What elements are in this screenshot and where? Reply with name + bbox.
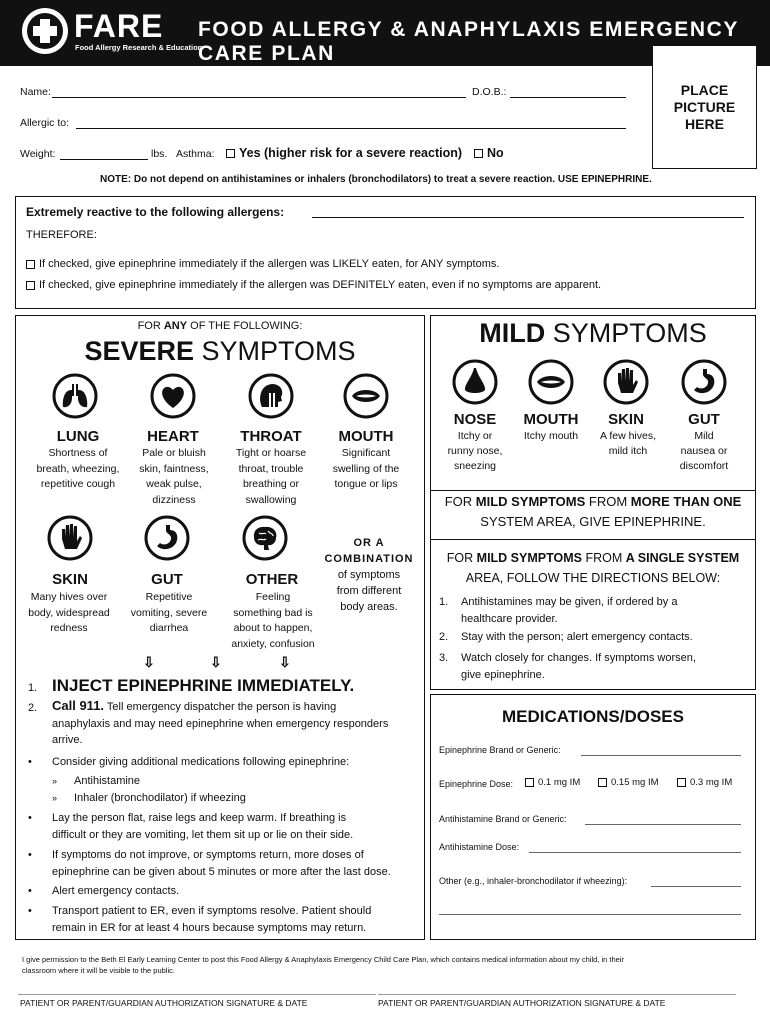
sub-bullet: » <box>52 793 58 803</box>
medications-title: MEDICATIONS/DOSES <box>502 707 684 726</box>
inhaler-item: Inhaler (bronchodilator) if wheezing <box>74 792 246 804</box>
throat-icon <box>248 373 294 419</box>
repeat-dose-step: If symptoms do not improve, or symptoms return, more doses of epinephrine can be given about 5 minutes or more after the last dose. <box>52 849 391 878</box>
dose-0.15-checkbox[interactable] <box>598 778 607 787</box>
dose-0.15-option[interactable]: 0.15 mg IM <box>598 777 659 788</box>
asthma-no-option[interactable] <box>474 146 504 160</box>
for-any-label: FOR ANY OF THE FOLLOWING: <box>137 320 303 332</box>
hand-icon <box>603 359 649 405</box>
likely-checkbox[interactable] <box>26 260 35 269</box>
asthma-label: Asthma: <box>176 148 215 160</box>
dob-field[interactable] <box>510 97 626 98</box>
signature-line-2[interactable] <box>378 994 736 995</box>
mild-step-1: Antihistamines may be given, if ordered by a healthcare provider. <box>461 596 678 625</box>
skin-title: SKIN <box>52 571 88 588</box>
nose-title: NOSE <box>453 411 497 428</box>
other-title: OTHER <box>245 571 299 588</box>
note-text: NOTE: Do not depend on antihistamines or inhalers (bronchodilators) to treat a severe reaction. USE EPINEPHRINE. <box>100 174 652 185</box>
lay-flat-step: Lay the person flat, raise legs and keep warm. If breathing is difficult or they are vomiting, let them sit up or lie on their side. <box>52 812 354 841</box>
mouth-title: MOUTH <box>338 428 394 445</box>
gut-title: GUT <box>151 571 183 588</box>
divider <box>431 539 755 540</box>
epi-brand-label: Epinephrine Brand or Generic: <box>439 745 561 755</box>
allergic-label: Allergic to: <box>20 117 70 129</box>
other-field-line-2[interactable] <box>439 914 741 915</box>
dob-label: D.O.B.: <box>472 86 507 98</box>
mild-step-number: 1. <box>439 596 449 608</box>
severe-title: SEVERE SYMPTOMS <box>84 336 356 366</box>
mouth-icon <box>528 359 574 405</box>
combination-note: OR A COMBINATION of symptoms from different body areas. <box>324 537 414 613</box>
page-title: FOOD ALLERGY & ANAPHYLAXIS EMERGENCY CARE PLAN <box>198 18 739 65</box>
down-arrow-icon: ⇩ <box>279 654 291 670</box>
epi-dose-label: Epinephrine Dose: <box>439 779 514 789</box>
dose-0.1-checkbox[interactable] <box>525 778 534 787</box>
signature-line-1[interactable] <box>18 994 376 995</box>
epi-brand-field[interactable] <box>581 755 741 756</box>
brand-name: FARE <box>74 8 164 44</box>
stomach-icon <box>144 515 190 561</box>
mild-skin-desc: A few hives, mild itch <box>599 430 657 457</box>
mild-skin-title: SKIN <box>608 411 644 428</box>
brain-icon <box>242 515 288 561</box>
therefore-label: THEREFORE: <box>26 229 97 241</box>
step-1-number: 1. <box>28 682 38 694</box>
sub-bullet: » <box>52 776 58 786</box>
skin-desc: Many hives over body, widespread redness <box>28 591 110 634</box>
anti-dose-field[interactable] <box>529 852 741 853</box>
fare-logo-icon <box>22 8 68 54</box>
asthma-yes-checkbox[interactable] <box>226 149 235 158</box>
name-label: Name: <box>20 86 51 98</box>
likely-label: If checked, give epinephrine immediately if the allergen was LIKELY eaten, for ANY symptoms. <box>39 258 500 270</box>
anti-dose-label: Antihistamine Dose: <box>439 842 520 852</box>
photo-label-1: PLACE <box>680 82 729 98</box>
severe-symptoms-box <box>15 315 425 940</box>
additional-meds-step: Consider giving additional medications following epinephrine: <box>52 756 350 768</box>
asthma-yes-option[interactable] <box>226 146 462 160</box>
down-arrow-icon: ⇩ <box>143 654 155 670</box>
call-911-step: Call 911. Tell emergency dispatcher the person is having anaphylaxis and may need epinephrine when emergency responders arrive. <box>52 698 389 746</box>
mild-mouth-desc: Itchy mouth <box>523 430 579 442</box>
gut-desc: Repetitive vomiting, severe diarrhea <box>130 591 208 634</box>
permission-text: I give permission to the Beth El Early Learning Center to post this Food Allergy & Anaphylaxis Emergency Child Care Plan, which contains medical information about my child, in their classroom where it will be visible to the public. <box>22 955 624 975</box>
weight-label: Weight: <box>20 148 56 160</box>
nose-icon <box>452 359 498 405</box>
definitely-checkbox[interactable] <box>26 281 35 290</box>
throat-desc: Tight or hoarse throat, trouble breathing or swallowing <box>235 447 307 506</box>
heart-icon <box>150 373 196 419</box>
other-desc: Feeling something bad is about to happen, anxiety, confusion <box>231 591 315 650</box>
inject-epinephrine-step: INJECT EPINEPHRINE IMMEDIATELY. <box>52 676 355 695</box>
nose-desc: Itchy or runny nose, sneezing <box>447 430 503 472</box>
mouth-desc: Significant swelling of the tongue or lips <box>332 447 400 490</box>
alert-contacts-step: Alert emergency contacts. <box>52 885 180 897</box>
lbs-label: lbs. <box>151 148 168 160</box>
brand-subtitle: Food Allergy Research & Education <box>75 43 203 52</box>
allergen-box <box>15 196 756 309</box>
lungs-icon <box>52 373 98 419</box>
likely-option[interactable] <box>26 258 499 270</box>
mild-gut-title: GUT <box>688 411 720 428</box>
throat-title: THROAT <box>240 428 302 445</box>
antihistamine-item: Antihistamine <box>74 775 141 787</box>
bullet: • <box>28 812 32 824</box>
photo-label-2: PICTURE <box>673 99 736 115</box>
photo-label-3: HERE <box>685 116 724 132</box>
anti-brand-field[interactable] <box>585 824 741 825</box>
bullet: • <box>28 905 32 917</box>
dose-0.3-option[interactable]: 0.3 mg IM <box>677 777 732 788</box>
multi-system-instruction: FOR MILD SYMPTOMS FROM MORE THAN ONE SYSTEM AREA, GIVE EPINEPHRINE. <box>444 494 742 529</box>
allergic-field[interactable] <box>76 128 626 129</box>
definitely-option[interactable] <box>26 279 601 291</box>
mild-mouth-title: MOUTH <box>523 411 579 428</box>
bullet: • <box>28 885 32 897</box>
asthma-no-label: No <box>487 146 504 160</box>
weight-field[interactable] <box>60 159 148 160</box>
medications-box <box>430 694 756 940</box>
photo-placeholder[interactable] <box>652 45 757 169</box>
mild-title: MILD SYMPTOMS <box>479 318 707 348</box>
mild-step-3: Watch closely for changes. If symptoms worsen, give epinephrine. <box>461 652 696 681</box>
transport-step: Transport patient to ER, even if symptoms resolve. Patient should remain in ER for at least 4 hours because symptoms may return. <box>52 905 372 934</box>
dose-0.1-option[interactable]: 0.1 mg IM <box>525 777 580 788</box>
mild-step-2: Stay with the person; alert emergency contacts. <box>461 631 693 643</box>
step-2-number: 2. <box>28 702 38 714</box>
heart-desc: Pale or bluish skin, faintness, weak pulse, dizziness <box>139 447 209 506</box>
mild-symptoms-box <box>430 315 756 690</box>
other-label: Other (e.g., inhaler-bronchodilator if wheezing): <box>439 876 628 886</box>
stomach-icon <box>681 359 727 405</box>
bullet: • <box>28 849 32 861</box>
lung-desc: Shortness of breath, wheezing, repetitive cough <box>36 447 120 490</box>
mouth-icon <box>343 373 389 419</box>
definitely-label: If checked, give epinephrine immediately if the allergen was DEFINITELY eaten, even if no symptoms are apparent. <box>39 279 602 291</box>
divider <box>431 490 755 491</box>
allergen-field[interactable] <box>312 217 744 218</box>
single-system-instruction: FOR MILD SYMPTOMS FROM A SINGLE SYSTEM AREA, FOLLOW THE DIRECTIONS BELOW: <box>446 551 740 585</box>
name-field[interactable] <box>52 97 466 98</box>
other-field[interactable] <box>651 886 741 887</box>
down-arrow-icon: ⇩ <box>210 654 222 670</box>
mild-gut-desc: Mild nausea or discomfort <box>679 430 729 472</box>
mild-step-number: 3. <box>439 652 449 664</box>
hand-icon <box>47 515 93 561</box>
anti-brand-label: Antihistamine Brand or Generic: <box>439 814 567 824</box>
allergen-heading: Extremely reactive to the following allergens: <box>26 205 285 219</box>
signature-label-2: PATIENT OR PARENT/GUARDIAN AUTHORIZATION SIGNATURE & DATE <box>378 998 666 1008</box>
lung-title: LUNG <box>56 428 100 445</box>
bullet: • <box>28 756 32 768</box>
asthma-yes-label: Yes (higher risk for a severe reaction) <box>239 146 463 160</box>
signature-label-1: PATIENT OR PARENT/GUARDIAN AUTHORIZATION SIGNATURE & DATE <box>20 998 308 1008</box>
mild-step-number: 2. <box>439 631 449 643</box>
asthma-no-checkbox[interactable] <box>474 149 483 158</box>
heart-title: HEART <box>147 428 199 445</box>
dose-0.3-checkbox[interactable] <box>677 778 686 787</box>
